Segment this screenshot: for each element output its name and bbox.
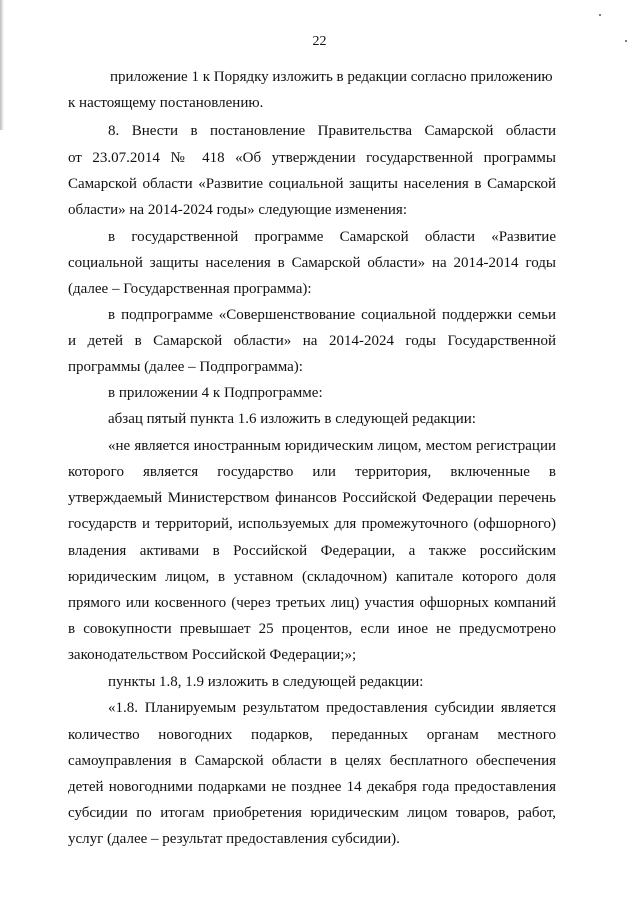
text-line: утверждаемый Министерством финансов Российской Федерации перечень — [68, 490, 556, 506]
text-line: услуг (далее – результат предоставления субсидии). — [68, 831, 400, 847]
text-line: владения активами в Российской Федерации, а также российским — [68, 543, 556, 559]
text-line: которого является государство или территория, включенные в — [68, 464, 556, 480]
text-line: области» на 2014-2024 годы» следующие изменения: — [68, 202, 408, 218]
text-line: субсидии по итогам приобретения юридическим лицом товаров, работ, — [68, 805, 556, 821]
text-line: приложение 1 к Порядку изложить в редакции согласно приложению — [110, 69, 553, 85]
text-line: в подпрограмме «Совершенствование социальной поддержки семьи — [108, 307, 556, 323]
text-line: в государственной программе Самарской области «Развитие — [108, 229, 556, 245]
text-line: в совокупности превышает 25 процентов, если иное не предусмотрено — [68, 621, 556, 637]
text-line: «1.8. Планируемым результатом предоставления субсидии является — [108, 700, 556, 716]
text-line: юридическим лицом, в уставном (складочном) капитале которого доля — [68, 569, 556, 585]
text-line: «не является иностранным юридическим лицом, местом регистрации — [108, 438, 556, 454]
scan-speck — [599, 14, 601, 16]
text-line: (далее – Государственная программа): — [68, 281, 312, 297]
page-number: 22 — [312, 34, 327, 49]
text-line: самоуправления в Самарской области в целях бесплатного обеспечения — [68, 753, 556, 769]
scan-edge-shadow — [0, 0, 4, 130]
text-line: социальной защиты населения в Самарской области» на 2014-2014 годы — [68, 255, 556, 271]
text-line: 8. Внести в постановление Правительства Самарской области — [108, 123, 556, 139]
text-line: программы (далее – Подпрограмма): — [68, 359, 303, 375]
text-line: детей новогодними подарками не позднее 14 декабря года предоставления — [68, 779, 556, 795]
text-line: от 23.07.2014 № 418 «Об утверждении государственной программы — [68, 150, 556, 166]
text-line: законодательством Российской Федерации;»; — [68, 647, 357, 663]
text-line: абзац пятый пункта 1.6 изложить в следующей редакции: — [108, 411, 476, 427]
text-line: количество новогодних подарков, переданных органам местного — [68, 727, 556, 743]
text-line: государств и территорий, используемых для промежуточного (офшорного) — [68, 516, 556, 532]
text-line: Самарской области «Развитие социальной защиты населения в Самарской — [68, 176, 556, 192]
text-line: пункты 1.8, 1.9 изложить в следующей редакции: — [108, 674, 424, 690]
text-line: прямого или косвенного (через третьих лиц) участия офшорных компаний — [68, 595, 556, 611]
text-line: к настоящему постановлению. — [68, 95, 264, 111]
text-line: в приложении 4 к Подпрограмме: — [108, 385, 323, 401]
text-line: и детей в Самарской области» на 2014-2024 годы Государственной — [68, 333, 556, 349]
